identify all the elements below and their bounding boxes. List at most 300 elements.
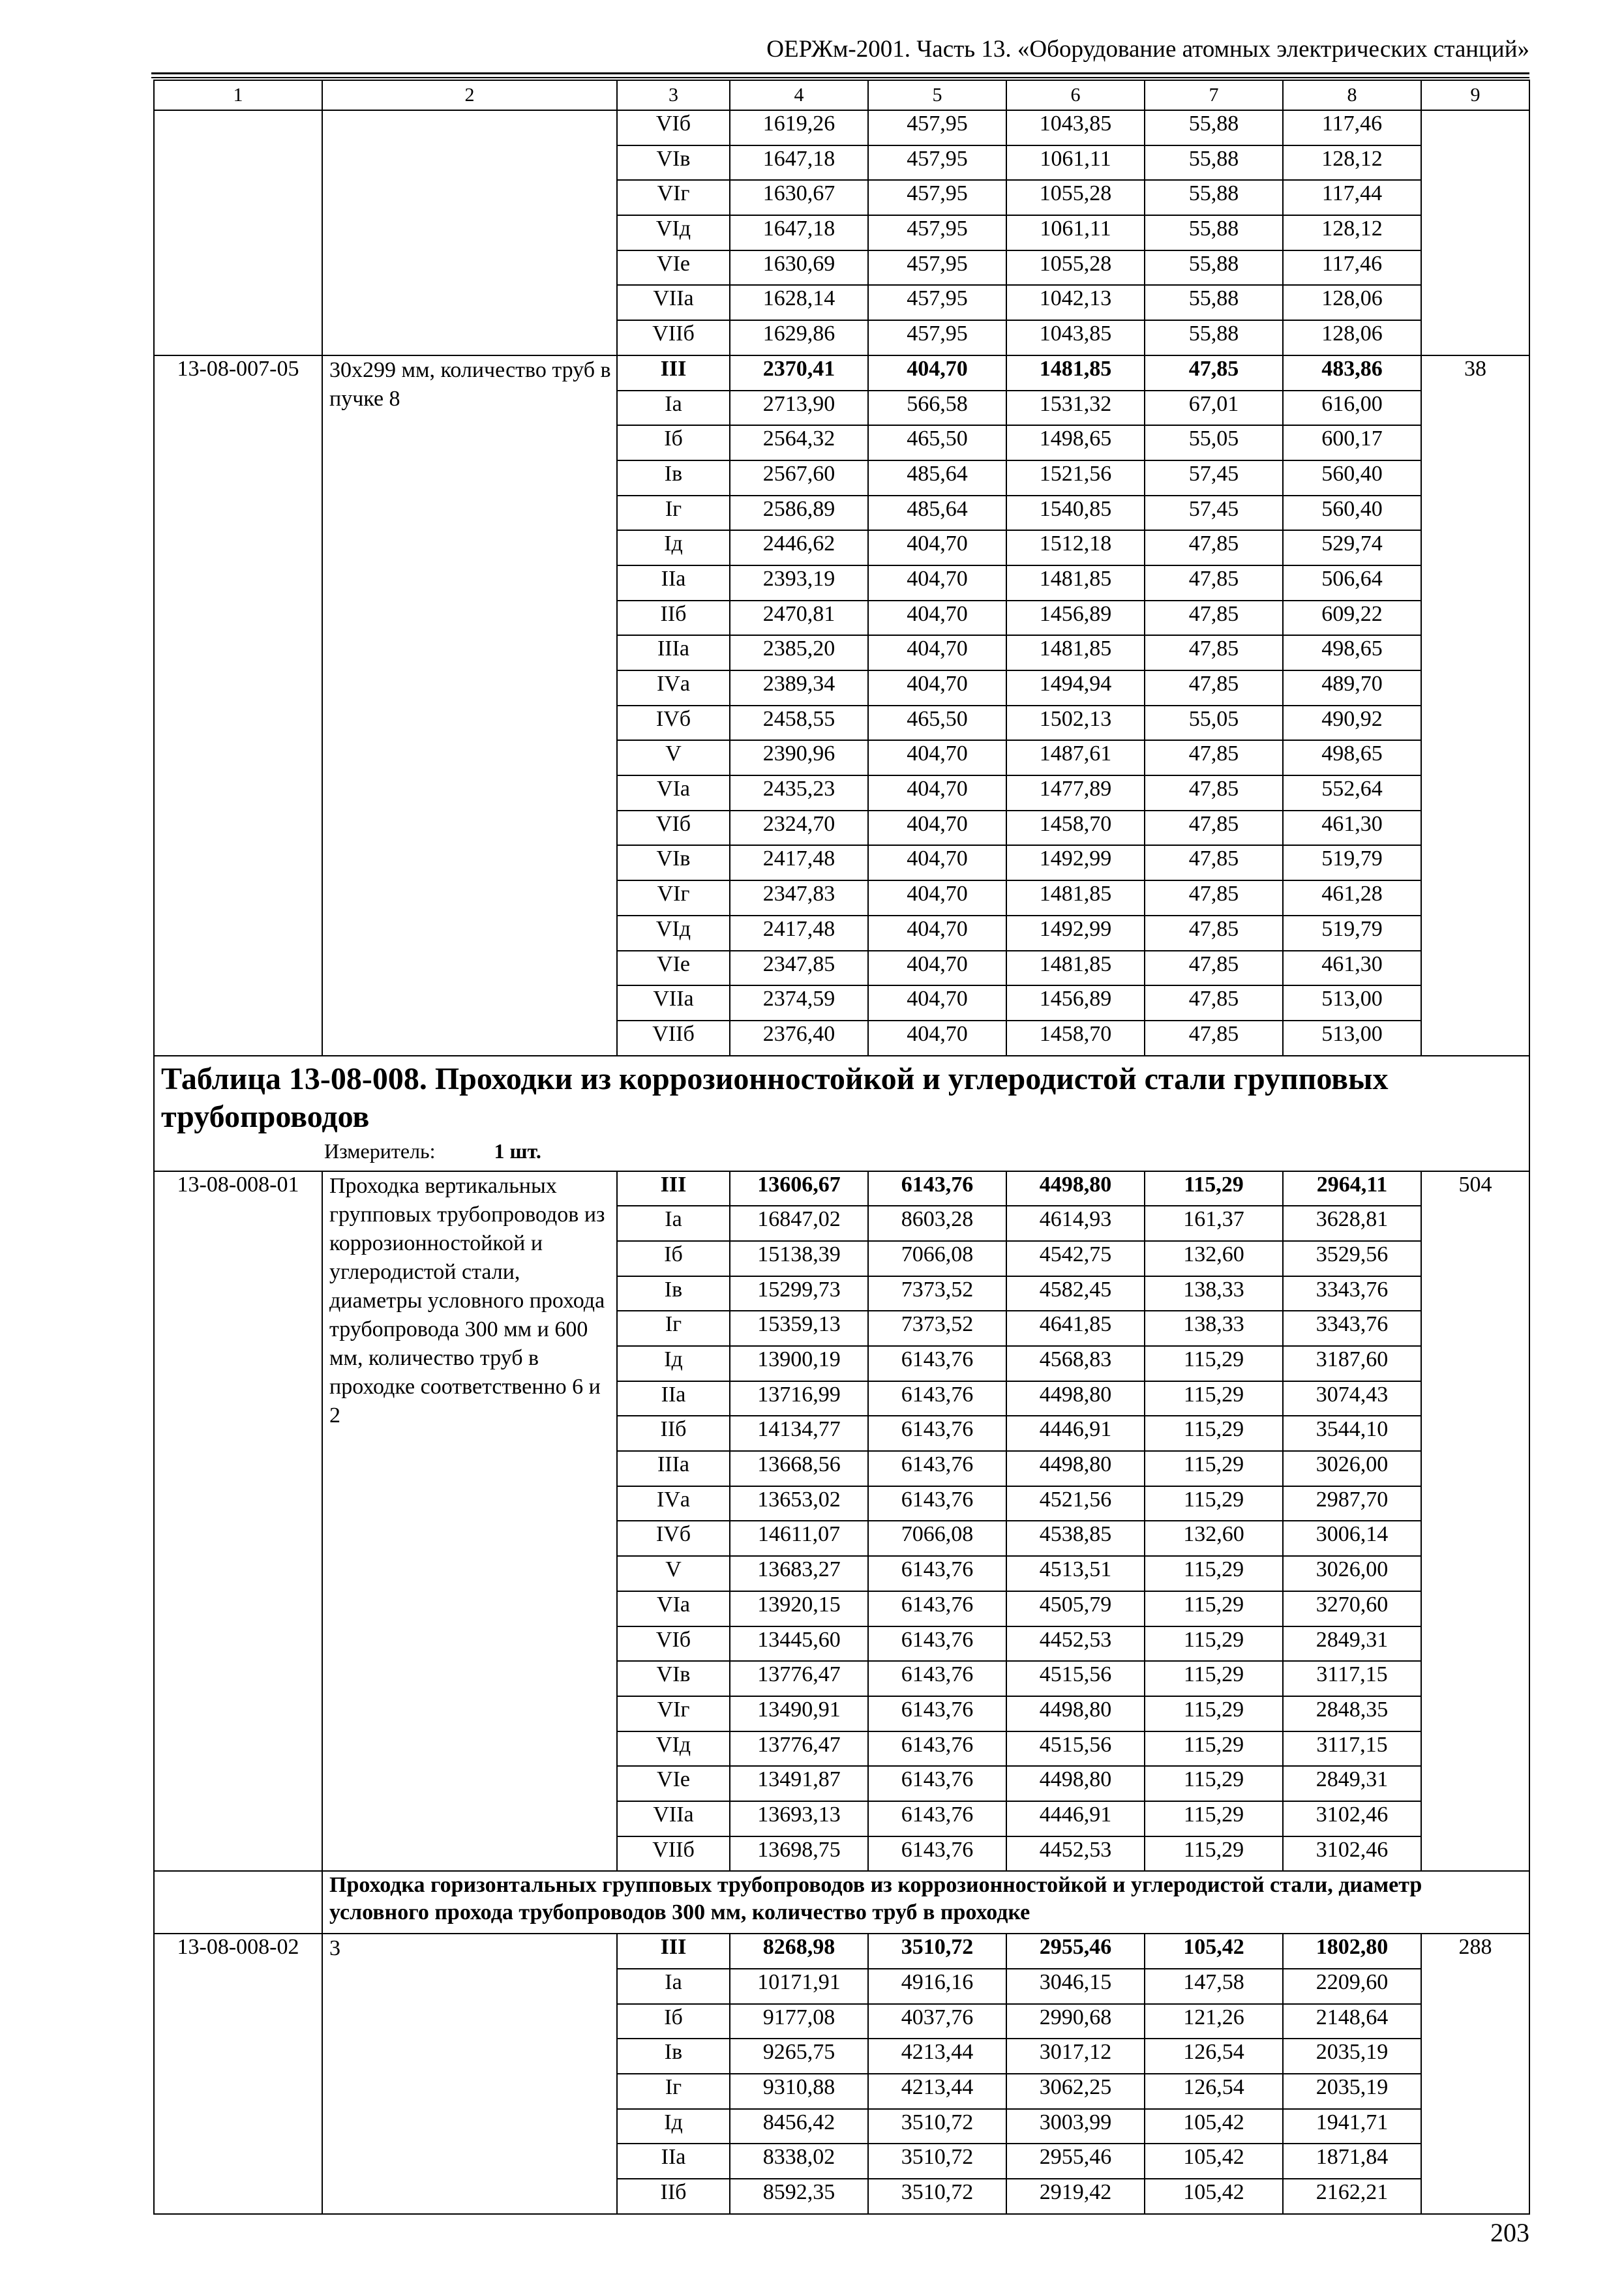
value-cell: 3006,14	[1283, 1521, 1421, 1556]
measure-label: Измеритель:	[324, 1139, 436, 1163]
value-cell: 3026,00	[1283, 1556, 1421, 1591]
value-cell: 1492,99	[1006, 845, 1145, 880]
price-zone-cell: VIа	[617, 1591, 730, 1626]
value-cell: 2955,46	[1006, 2144, 1145, 2179]
value-cell: 115,29	[1145, 1836, 1283, 1872]
value-cell: 404,70	[868, 601, 1006, 636]
value-cell: 47,85	[1145, 775, 1283, 811]
price-zone-cell: IVб	[617, 1521, 730, 1556]
value-cell: 2417,48	[730, 845, 868, 880]
value-cell: 3102,46	[1283, 1801, 1421, 1836]
value-cell: 115,29	[1145, 1591, 1283, 1626]
value-cell: 2035,19	[1283, 2074, 1421, 2109]
column-number: 9	[1421, 80, 1529, 110]
value-cell: 132,60	[1145, 1241, 1283, 1276]
price-zone-cell: Iг	[617, 1311, 730, 1346]
page-number: 203	[1490, 2218, 1529, 2247]
value-cell: 13668,56	[730, 1451, 868, 1486]
value-cell: 115,29	[1145, 1416, 1283, 1451]
value-cell: 1042,13	[1006, 285, 1145, 320]
running-header: ОЕРЖм-2001. Часть 13. «Оборудование атомных электрических станций»	[766, 36, 1529, 63]
subheading-row	[154, 1871, 1529, 1934]
value-cell: 13490,91	[730, 1696, 868, 1731]
value-cell: 404,70	[868, 355, 1006, 391]
value-cell: 47,85	[1145, 845, 1283, 880]
value-cell: 1061,11	[1006, 215, 1145, 250]
value-cell: 1647,18	[730, 145, 868, 181]
value-cell: 2370,41	[730, 355, 868, 391]
value-cell: 2919,42	[1006, 2179, 1145, 2214]
value-cell: 13776,47	[730, 1731, 868, 1767]
value-cell: 2148,64	[1283, 2004, 1421, 2039]
value-cell: 128,12	[1283, 215, 1421, 250]
price-zone-cell: III	[617, 355, 730, 391]
rate-code-cell: 13-08-008-02	[154, 1934, 322, 2214]
value-cell: 498,65	[1283, 740, 1421, 775]
value-cell: 6143,76	[868, 1696, 1006, 1731]
description-cell	[322, 110, 617, 355]
value-cell: 55,88	[1145, 215, 1283, 250]
value-cell: 105,42	[1145, 2109, 1283, 2144]
value-cell: 616,00	[1283, 391, 1421, 426]
value-cell: 1481,85	[1006, 951, 1145, 986]
value-cell: 1871,84	[1283, 2144, 1421, 2179]
value-cell: 3510,72	[868, 2179, 1006, 2214]
price-zone-cell: VIб	[617, 110, 730, 145]
value-cell: 47,85	[1145, 1021, 1283, 1056]
value-cell: 1630,67	[730, 180, 868, 215]
value-cell: 4498,80	[1006, 1766, 1145, 1801]
price-zone-cell: VIIб	[617, 1836, 730, 1872]
measure-line	[161, 1136, 1524, 1166]
value-cell: 115,29	[1145, 1731, 1283, 1767]
value-cell: 4498,80	[1006, 1696, 1145, 1731]
price-zone-cell: Iв	[617, 2039, 730, 2074]
price-zone-cell: IIIа	[617, 1451, 730, 1486]
value-cell: 128,06	[1283, 320, 1421, 355]
value-cell: 4515,56	[1006, 1731, 1145, 1767]
column-number: 2	[322, 80, 617, 110]
value-cell: 404,70	[868, 740, 1006, 775]
value-cell: 2964,11	[1283, 1171, 1421, 1206]
value-cell: 404,70	[868, 565, 1006, 601]
value-cell: 2458,55	[730, 706, 868, 741]
value-cell: 115,29	[1145, 1556, 1283, 1591]
price-zone-cell: IIа	[617, 1381, 730, 1416]
price-zone-cell: VIв	[617, 1661, 730, 1696]
value-cell: 1619,26	[730, 110, 868, 145]
value-cell: 457,95	[868, 145, 1006, 181]
value-cell: 15138,39	[730, 1241, 868, 1276]
table-row	[154, 1171, 1529, 1206]
value-cell: 7066,08	[868, 1521, 1006, 1556]
value-cell: 47,85	[1145, 565, 1283, 601]
value-cell: 1487,61	[1006, 740, 1145, 775]
value-cell: 529,74	[1283, 530, 1421, 565]
value-cell: 126,54	[1145, 2039, 1283, 2074]
workforce-cell: 38	[1421, 355, 1529, 1056]
column-numbers-row	[154, 80, 1529, 110]
price-zone-cell: IIб	[617, 2179, 730, 2214]
value-cell: 115,29	[1145, 1171, 1283, 1206]
value-cell: 2389,34	[730, 670, 868, 706]
value-cell: 4521,56	[1006, 1486, 1145, 1521]
subheading-cell: Проходка горизонтальных групповых трубопроводов из коррозионностойкой и углеродистой стали, диаметр условного прохода трубопроводов 300 мм, количество труб в проходке	[322, 1871, 1529, 1934]
value-cell: 2374,59	[730, 985, 868, 1021]
value-cell: 1043,85	[1006, 110, 1145, 145]
value-cell: 3270,60	[1283, 1591, 1421, 1626]
value-cell: 461,30	[1283, 811, 1421, 846]
value-cell: 115,29	[1145, 1486, 1283, 1521]
value-cell: 15299,73	[730, 1276, 868, 1311]
value-cell: 404,70	[868, 1021, 1006, 1056]
price-zone-cell: Iв	[617, 460, 730, 496]
value-cell: 13606,67	[730, 1171, 868, 1206]
value-cell: 1647,18	[730, 215, 868, 250]
value-cell: 8456,42	[730, 2109, 868, 2144]
value-cell: 513,00	[1283, 1021, 1421, 1056]
value-cell: 1456,89	[1006, 985, 1145, 1021]
price-zone-cell: III	[617, 1934, 730, 1969]
value-cell: 4513,51	[1006, 1556, 1145, 1591]
price-zone-cell: Iд	[617, 530, 730, 565]
value-cell: 4213,44	[868, 2039, 1006, 2074]
value-cell: 128,12	[1283, 145, 1421, 181]
value-cell: 47,85	[1145, 635, 1283, 670]
workforce-cell: 288	[1421, 1934, 1529, 2214]
value-cell: 2955,46	[1006, 1934, 1145, 1969]
value-cell: 14611,07	[730, 1521, 868, 1556]
value-cell: 47,85	[1145, 355, 1283, 391]
price-zone-cell: VIг	[617, 1696, 730, 1731]
price-zone-cell: Iд	[617, 2109, 730, 2144]
value-cell: 404,70	[868, 916, 1006, 951]
value-cell: 47,85	[1145, 601, 1283, 636]
value-cell: 13653,02	[730, 1486, 868, 1521]
value-cell: 404,70	[868, 635, 1006, 670]
value-cell: 115,29	[1145, 1451, 1283, 1486]
value-cell: 3187,60	[1283, 1346, 1421, 1381]
value-cell: 2586,89	[730, 496, 868, 531]
price-zone-cell: VIг	[617, 180, 730, 215]
value-cell: 7373,52	[868, 1311, 1006, 1346]
value-cell: 105,42	[1145, 2144, 1283, 2179]
value-cell: 3003,99	[1006, 2109, 1145, 2144]
value-cell: 3026,00	[1283, 1451, 1421, 1486]
price-zone-cell: Iв	[617, 1276, 730, 1311]
price-zone-cell: VIд	[617, 215, 730, 250]
value-cell: 6143,76	[868, 1381, 1006, 1416]
price-zone-cell: IIа	[617, 2144, 730, 2179]
price-zone-cell: Iа	[617, 1206, 730, 1241]
value-cell: 57,45	[1145, 496, 1283, 531]
value-cell: 3510,72	[868, 1934, 1006, 1969]
description-cell: 3	[322, 1934, 617, 2214]
price-zone-cell: IIIа	[617, 635, 730, 670]
rate-code-cell: 13-08-007-05	[154, 355, 322, 1056]
value-cell: 14134,77	[730, 1416, 868, 1451]
column-number: 5	[868, 80, 1006, 110]
value-cell: 2385,20	[730, 635, 868, 670]
value-cell: 9265,75	[730, 2039, 868, 2074]
value-cell: 117,46	[1283, 110, 1421, 145]
value-cell: 3343,76	[1283, 1276, 1421, 1311]
price-zone-cell: VIв	[617, 145, 730, 181]
price-zone-cell: IVб	[617, 706, 730, 741]
value-cell: 126,54	[1145, 2074, 1283, 2109]
value-cell: 6143,76	[868, 1731, 1006, 1767]
value-cell: 513,00	[1283, 985, 1421, 1021]
price-zone-cell: VIIа	[617, 985, 730, 1021]
value-cell: 457,95	[868, 320, 1006, 355]
value-cell: 1630,69	[730, 250, 868, 286]
value-cell: 2393,19	[730, 565, 868, 601]
value-cell: 47,85	[1145, 670, 1283, 706]
value-cell: 404,70	[868, 880, 1006, 916]
value-cell: 3544,10	[1283, 1416, 1421, 1451]
price-zone-cell: VIб	[617, 811, 730, 846]
value-cell: 47,85	[1145, 916, 1283, 951]
value-cell: 2713,90	[730, 391, 868, 426]
column-number: 8	[1283, 80, 1421, 110]
value-cell: 6143,76	[868, 1556, 1006, 1591]
price-zone-cell: IVа	[617, 670, 730, 706]
value-cell: 4498,80	[1006, 1171, 1145, 1206]
value-cell: 457,95	[868, 215, 1006, 250]
price-zone-cell: IIа	[617, 565, 730, 601]
value-cell: 15359,13	[730, 1311, 868, 1346]
value-cell: 1055,28	[1006, 250, 1145, 286]
value-cell: 2567,60	[730, 460, 868, 496]
value-cell: 55,88	[1145, 320, 1283, 355]
price-zone-cell: Iб	[617, 425, 730, 460]
value-cell: 519,79	[1283, 845, 1421, 880]
value-cell: 2849,31	[1283, 1766, 1421, 1801]
value-cell: 55,88	[1145, 180, 1283, 215]
value-cell: 519,79	[1283, 916, 1421, 951]
value-cell: 2987,70	[1283, 1486, 1421, 1521]
rate-code-cell: 13-08-008-01	[154, 1171, 322, 1872]
value-cell: 2417,48	[730, 916, 868, 951]
price-zone-cell: VIе	[617, 1766, 730, 1801]
table-title-row	[154, 1056, 1529, 1171]
rates-table	[153, 80, 1530, 2215]
price-zone-cell: IIб	[617, 601, 730, 636]
value-cell: 8338,02	[730, 2144, 868, 2179]
header-rule	[151, 72, 1529, 74]
value-cell: 1941,71	[1283, 2109, 1421, 2144]
value-cell: 115,29	[1145, 1801, 1283, 1836]
value-cell: 2376,40	[730, 1021, 868, 1056]
table-title-cell	[154, 1056, 1529, 1171]
value-cell: 55,88	[1145, 285, 1283, 320]
value-cell: 1456,89	[1006, 601, 1145, 636]
price-zone-cell: VIIа	[617, 1801, 730, 1836]
value-cell: 8603,28	[868, 1206, 1006, 1241]
value-cell: 1629,86	[730, 320, 868, 355]
price-zone-cell: VIIб	[617, 1021, 730, 1056]
column-number: 3	[617, 80, 730, 110]
value-cell: 1502,13	[1006, 706, 1145, 741]
value-cell: 4582,45	[1006, 1276, 1145, 1311]
value-cell: 4542,75	[1006, 1241, 1145, 1276]
value-cell: 6143,76	[868, 1416, 1006, 1451]
value-cell: 4505,79	[1006, 1591, 1145, 1626]
price-zone-cell: VIIб	[617, 320, 730, 355]
value-cell: 1061,11	[1006, 145, 1145, 181]
value-cell: 2390,96	[730, 740, 868, 775]
value-cell: 6143,76	[868, 1661, 1006, 1696]
price-zone-cell: VIд	[617, 1731, 730, 1767]
value-cell: 2162,21	[1283, 2179, 1421, 2214]
value-cell: 3529,56	[1283, 1241, 1421, 1276]
value-cell: 8268,98	[730, 1934, 868, 1969]
value-cell: 3046,15	[1006, 1969, 1145, 2004]
value-cell: 47,85	[1145, 740, 1283, 775]
value-cell: 3117,15	[1283, 1731, 1421, 1767]
value-cell: 1531,32	[1006, 391, 1145, 426]
value-cell: 2564,32	[730, 425, 868, 460]
value-cell: 2035,19	[1283, 2039, 1421, 2074]
value-cell: 3017,12	[1006, 2039, 1145, 2074]
value-cell: 4446,91	[1006, 1416, 1145, 1451]
value-cell: 121,26	[1145, 2004, 1283, 2039]
value-cell: 3062,25	[1006, 2074, 1145, 2109]
value-cell: 6143,76	[868, 1591, 1006, 1626]
value-cell: 552,64	[1283, 775, 1421, 811]
value-cell: 57,45	[1145, 460, 1283, 496]
value-cell: 6143,76	[868, 1626, 1006, 1662]
value-cell: 10171,91	[730, 1969, 868, 2004]
value-cell: 1494,94	[1006, 670, 1145, 706]
value-cell: 2470,81	[730, 601, 868, 636]
value-cell: 1481,85	[1006, 355, 1145, 391]
description-cell: 30х299 мм, количество труб в пучке 8	[322, 355, 617, 1056]
value-cell: 2848,35	[1283, 1696, 1421, 1731]
value-cell: 4452,53	[1006, 1836, 1145, 1872]
value-cell: 115,29	[1145, 1696, 1283, 1731]
value-cell: 117,44	[1283, 180, 1421, 215]
value-cell: 47,85	[1145, 530, 1283, 565]
value-cell: 7066,08	[868, 1241, 1006, 1276]
price-zone-cell: Iа	[617, 391, 730, 426]
value-cell: 457,95	[868, 110, 1006, 145]
table-title: Таблица 13-08-008. Проходки из коррозионностойкой и углеродистой стали групповых трубопроводов	[161, 1061, 1389, 1134]
value-cell: 161,37	[1145, 1206, 1283, 1241]
value-cell: 6143,76	[868, 1766, 1006, 1801]
value-cell: 4446,91	[1006, 1801, 1145, 1836]
table-cell	[154, 1871, 322, 1934]
price-zone-cell: VIд	[617, 916, 730, 951]
value-cell: 485,64	[868, 496, 1006, 531]
value-cell: 1540,85	[1006, 496, 1145, 531]
value-cell: 2446,62	[730, 530, 868, 565]
value-cell: 1481,85	[1006, 635, 1145, 670]
value-cell: 6143,76	[868, 1836, 1006, 1872]
value-cell: 13920,15	[730, 1591, 868, 1626]
value-cell: 13716,99	[730, 1381, 868, 1416]
value-cell: 4641,85	[1006, 1311, 1145, 1346]
price-zone-cell: Iб	[617, 1241, 730, 1276]
value-cell: 465,50	[868, 706, 1006, 741]
value-cell: 1481,85	[1006, 565, 1145, 601]
table-row	[154, 355, 1529, 391]
header-rule	[151, 77, 1529, 78]
value-cell: 6143,76	[868, 1451, 1006, 1486]
measure-value: 1 шт.	[494, 1139, 541, 1163]
value-cell: 4515,56	[1006, 1661, 1145, 1696]
value-cell: 55,88	[1145, 110, 1283, 145]
value-cell: 6143,76	[868, 1171, 1006, 1206]
value-cell: 560,40	[1283, 496, 1421, 531]
value-cell: 6143,76	[868, 1486, 1006, 1521]
value-cell: 67,01	[1145, 391, 1283, 426]
value-cell: 404,70	[868, 845, 1006, 880]
value-cell: 13445,60	[730, 1626, 868, 1662]
column-number: 1	[154, 80, 322, 110]
price-zone-cell: IIб	[617, 1416, 730, 1451]
price-zone-cell: III	[617, 1171, 730, 1206]
value-cell: 1512,18	[1006, 530, 1145, 565]
value-cell: 600,17	[1283, 425, 1421, 460]
value-cell: 115,29	[1145, 1626, 1283, 1662]
value-cell: 1458,70	[1006, 1021, 1145, 1056]
price-zone-cell: V	[617, 1556, 730, 1591]
price-zone-cell: VIв	[617, 845, 730, 880]
value-cell: 138,33	[1145, 1311, 1283, 1346]
value-cell: 1055,28	[1006, 180, 1145, 215]
value-cell: 404,70	[868, 775, 1006, 811]
value-cell: 4452,53	[1006, 1626, 1145, 1662]
value-cell: 13698,75	[730, 1836, 868, 1872]
column-number: 4	[730, 80, 868, 110]
price-zone-cell: VIб	[617, 1626, 730, 1662]
value-cell: 506,64	[1283, 565, 1421, 601]
value-cell: 115,29	[1145, 1766, 1283, 1801]
value-cell: 490,92	[1283, 706, 1421, 741]
column-number: 6	[1006, 80, 1145, 110]
table-row	[154, 110, 1529, 145]
value-cell: 1628,14	[730, 285, 868, 320]
price-zone-cell: Iд	[617, 1346, 730, 1381]
value-cell: 115,29	[1145, 1381, 1283, 1416]
value-cell: 132,60	[1145, 1521, 1283, 1556]
value-cell: 4568,83	[1006, 1346, 1145, 1381]
value-cell: 55,88	[1145, 145, 1283, 181]
workforce-cell: 504	[1421, 1171, 1529, 1872]
value-cell: 404,70	[868, 985, 1006, 1021]
price-zone-cell: Iа	[617, 1969, 730, 2004]
value-cell: 2849,31	[1283, 1626, 1421, 1662]
value-cell: 6143,76	[868, 1801, 1006, 1836]
value-cell: 457,95	[868, 180, 1006, 215]
value-cell: 560,40	[1283, 460, 1421, 496]
value-cell: 461,30	[1283, 951, 1421, 986]
value-cell: 1458,70	[1006, 811, 1145, 846]
value-cell: 4498,80	[1006, 1381, 1145, 1416]
value-cell: 4916,16	[868, 1969, 1006, 2004]
value-cell: 9177,08	[730, 2004, 868, 2039]
value-cell: 457,95	[868, 250, 1006, 286]
value-cell: 3117,15	[1283, 1661, 1421, 1696]
value-cell: 4213,44	[868, 2074, 1006, 2109]
price-zone-cell: IVа	[617, 1486, 730, 1521]
value-cell: 457,95	[868, 285, 1006, 320]
value-cell: 2435,23	[730, 775, 868, 811]
table-row	[154, 1934, 1529, 1969]
value-cell: 13900,19	[730, 1346, 868, 1381]
value-cell: 2347,83	[730, 880, 868, 916]
